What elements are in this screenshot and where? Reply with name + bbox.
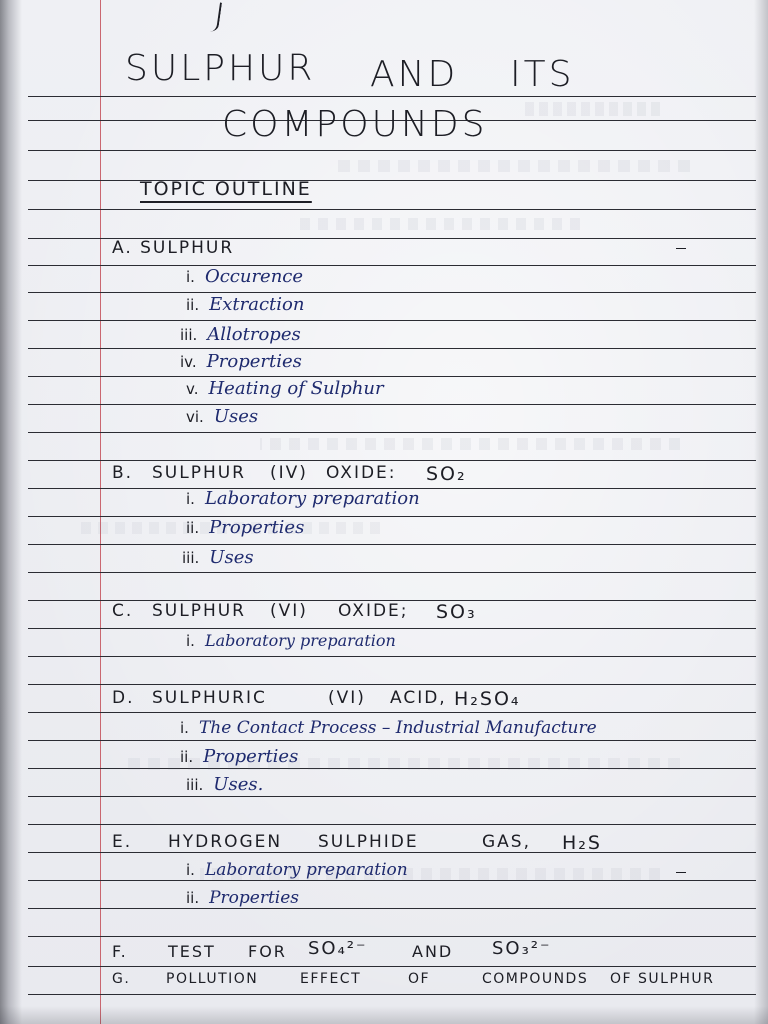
ruled-line	[28, 684, 756, 685]
ruled-line	[28, 712, 756, 713]
ruled-line	[28, 656, 756, 657]
ruled-line	[28, 628, 756, 629]
tick-mark	[676, 248, 686, 249]
ruled-line	[28, 994, 756, 995]
ruled-line	[28, 404, 756, 405]
bleed-through-marks	[520, 102, 660, 116]
section-e-item: ii. Properties	[186, 888, 300, 908]
section-c-heading: C. SULPHUR (VI) OXIDE; SO₃	[112, 601, 477, 623]
ruled-line	[28, 544, 756, 545]
ruled-line	[28, 320, 756, 321]
ruled-line	[28, 460, 756, 461]
ruled-line	[28, 516, 756, 517]
section-b-item: i. Laboratory preparation	[186, 488, 420, 509]
section-e-heading: E. HYDROGEN SULPHIDE GAS, H₂S	[112, 832, 602, 854]
section-a-heading: A. SULPHUR	[112, 238, 235, 258]
title-word: COMPOUNDS	[222, 104, 488, 145]
ruled-line	[28, 966, 756, 967]
ruled-line	[28, 209, 756, 210]
ruled-line	[28, 292, 756, 293]
section-a-item: v. Heating of Sulphur	[186, 378, 384, 399]
ruled-line	[28, 880, 756, 881]
title-word: AND	[370, 54, 459, 95]
ruled-line	[28, 180, 756, 181]
section-a-item: ii. Extraction	[186, 294, 305, 315]
page-shadow	[0, 1006, 768, 1024]
ruled-line	[28, 96, 756, 97]
ruled-line	[28, 740, 756, 741]
section-d-item: ii. Properties	[180, 746, 299, 767]
section-a-item: vi. Uses	[186, 406, 259, 427]
ruled-line	[28, 376, 756, 377]
ruled-line	[28, 936, 756, 937]
section-g-heading: G. POLLUTION EFFECT OF COMPOUNDS OF SULPHUR	[112, 971, 715, 987]
section-d-item: iii. Uses.	[186, 774, 264, 795]
section-e-item: i. Laboratory preparation	[186, 860, 408, 880]
title-word: SULPHUR	[125, 48, 316, 89]
pen-mark	[210, 2, 222, 33]
margin-line	[100, 0, 101, 1024]
bleed-through-marks	[260, 438, 680, 450]
topic-outline-heading: TOPIC OUTLINE	[140, 178, 312, 200]
ruled-line	[28, 150, 756, 151]
section-f-heading: F. TEST FOR SO₄²⁻ AND SO₃²⁻	[112, 938, 552, 961]
title-word: ITS	[510, 54, 575, 95]
section-b-item: iii. Uses	[182, 547, 254, 568]
ruled-line	[28, 432, 756, 433]
section-a-item: i. Occurence	[186, 266, 304, 287]
ruled-line	[28, 572, 756, 573]
ruled-line	[28, 265, 756, 266]
section-c-item: i. Laboratory preparation	[186, 631, 396, 650]
ruled-line	[28, 796, 756, 797]
section-b-heading: B. SULPHUR (IV) OXIDE: SO₂	[112, 463, 467, 485]
section-a-item: iii. Allotropes	[180, 324, 301, 345]
tick-mark	[676, 872, 686, 873]
section-d-heading: D. SULPHURIC (VI) ACID, H₂SO₄	[112, 688, 521, 710]
ruled-line	[28, 348, 756, 349]
page-binding-edge	[0, 0, 22, 1024]
bleed-through-marks	[330, 160, 690, 172]
section-a-item: iv. Properties	[180, 351, 302, 372]
ruled-line	[28, 824, 756, 825]
ruled-line	[28, 908, 756, 909]
bleed-through-marks	[300, 218, 580, 230]
section-d-item: i. The Contact Process – Industrial Manufacture	[180, 718, 597, 738]
page-shadow	[754, 0, 768, 1024]
section-b-item: ii. Properties	[186, 517, 305, 538]
